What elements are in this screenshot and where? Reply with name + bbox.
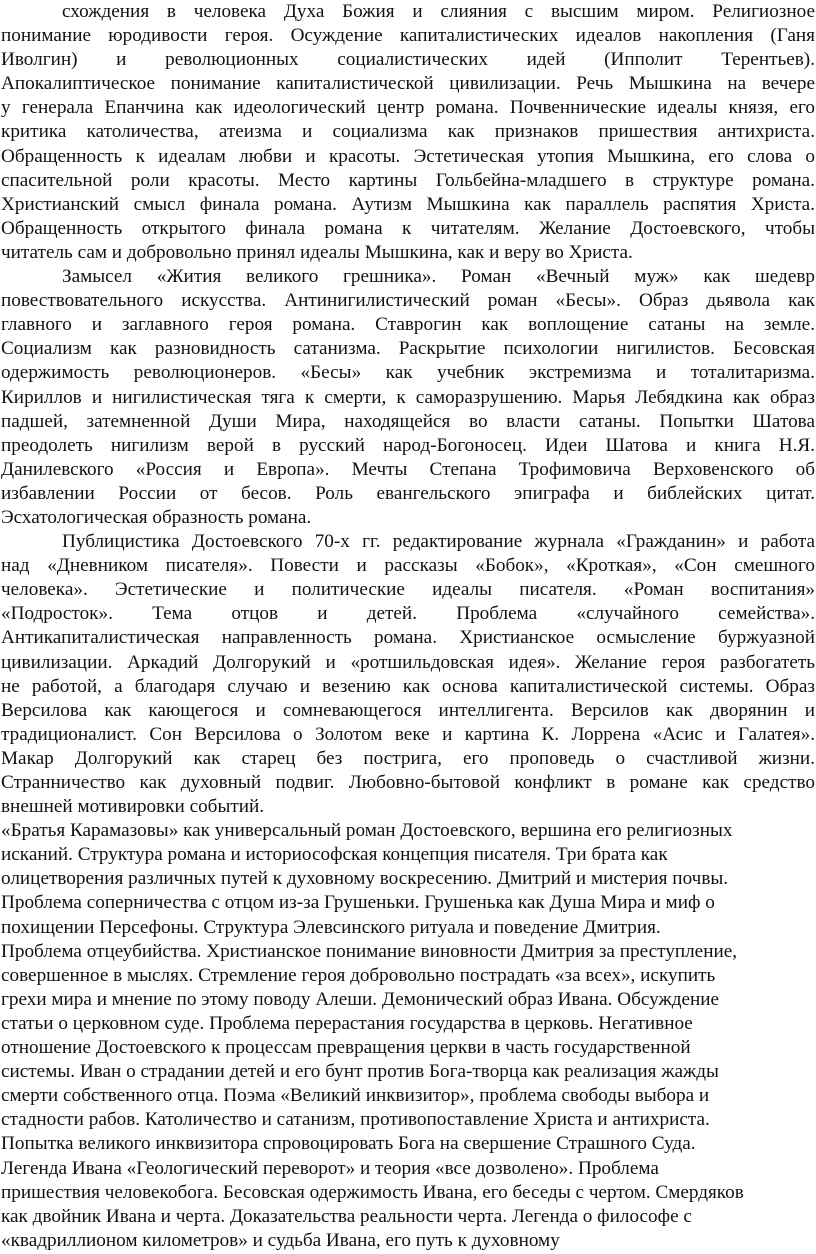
paragraph-p3	[1, 530, 815, 819]
text-line: читатель сам и добровольно принял идеалы Мышкина, как и веру во Христа.	[1, 241, 633, 263]
text-line: не работой, а благодаря случаю и везению как основа капиталистической системы. Образ	[1, 675, 815, 697]
text-line: Апокалиптическое понимание капиталистической цивилизации. Речь Мышкина на вечере	[1, 73, 815, 95]
text-line: «квадриллионом километров» и судьба Ивана, его путь к духовному	[1, 1229, 560, 1251]
text-line: спасительной роли красоты. Место картины Гольбейна-младшего в структуре романа.	[1, 169, 815, 191]
text-line: грехи мира и мнение по этому поводу Алеши. Демонический образ Ивана. Обсуждение	[1, 988, 720, 1010]
text-line: пришествия человекобога. Бесовская одержимость Ивана, его беседы с чертом. Смердяков	[1, 1181, 744, 1203]
text-line: над «Дневником писателя». Повести и рассказы «Бобок», «Кроткая», «Сон смешного	[1, 555, 815, 577]
text-line: преодолеть нигилизм верой в русский народ-Богоносец. Идеи Шатова и книга Н.Я.	[1, 434, 815, 456]
text-line: статьи о церковном суде. Проблема перерастания государства в церковь. Негативное	[1, 1012, 693, 1034]
text-line: цивилизации. Аркадий Долгорукий и «ротшильдовская идея». Желание героя разбогатеть	[1, 651, 815, 673]
text-line: похищении Персефоны. Структура Элевсинского ритуала и поведение Дмитрия.	[1, 916, 661, 938]
text-line: схождения в человека Духа Божия и слияния с высшим миром. Религиозное	[62, 1, 815, 22]
text-line: Замысел «Жития великого грешника». Роман «Вечный муж» как шедевр	[62, 266, 815, 288]
text-line: одержимость революционеров. «Бесы» как учебник экстремизма и тоталитаризма.	[1, 362, 815, 384]
text-line: внешней мотивировки событий.	[1, 796, 265, 818]
text-line: повествовательного искусства. Антинигилистический роман «Бесы». Образ дьявола как	[1, 290, 815, 312]
text-line: как двойник Ивана и черта. Доказательства реальности черта. Легенда о философе с	[1, 1205, 692, 1227]
text-line: стадности рабов. Католичество и сатанизм, противопоставление Христа и антихриста.	[1, 1109, 710, 1131]
text-line: критика католичества, атеизма и социализма как признаков пришествия антихриста.	[1, 121, 815, 143]
text-line: исканий. Структура романа и историософская концепция писателя. Три брата как	[1, 844, 668, 866]
text-line: Макар Долгорукий как старец без пострига, его проповедь о счастливой жизни.	[1, 747, 815, 769]
text-line: Кириллов и нигилистическая тяга к смерти, к саморазрушению. Марья Лебядкина как образ	[1, 386, 815, 408]
text-line: падшей, затемненной Души Мира, находящейся во власти сатаны. Попытки Шатова	[1, 410, 815, 432]
text-line: Эсхатологическая образность романа.	[1, 506, 312, 528]
text-line: олицетворения различных путей к духовному воскресению. Дмитрий и мистерия почвы.	[1, 868, 729, 890]
text-line: Публицистика Достоевского 70-х гг. редактирование журнала «Гражданин» и работа	[62, 531, 815, 553]
text-line: Попытка великого инквизитора спровоцировать Бога на свершение Страшного Суда.	[1, 1133, 696, 1155]
text-line: системы. Иван о страдании детей и его бунт против Бога-творца как реализация жажды	[1, 1061, 719, 1083]
text-line: Антикапиталистическая направленность романа. Христианское осмысление буржуазной	[1, 627, 815, 649]
text-line: «Подросток». Тема отцов и детей. Проблема «случайного семейства».	[1, 603, 815, 625]
text-line: Легенда Ивана «Геологический переворот» и теория «все дозволено». Проблема	[1, 1157, 659, 1179]
text-line: избавлении России от бесов. Роль евангельского эпиграфа и библейских цитат.	[1, 482, 815, 504]
text-line: Христианский смысл финала романа. Аутизм Мышкина как параллель распятия Христа.	[1, 193, 815, 215]
text-line: «Братья Карамазовы» как универсальный роман Достоевского, вершина его религиозных	[1, 820, 733, 842]
text-line: Социализм как разновидность сатанизма. Раскрытие психологии нигилистов. Бесовская	[1, 338, 815, 360]
text-line: совершенное в мыслях. Стремление героя добровольно пострадать «за всех», искупить	[1, 964, 716, 986]
text-line: человека». Эстетические и политические идеалы писателя. «Роман воспитания»	[1, 579, 815, 601]
text-line: главного и заглавного героя романа. Ставрогин как воплощение сатаны на земле.	[1, 314, 815, 336]
text-line: отношение Достоевского к процессам превращения церкви в часть государственной	[1, 1037, 691, 1059]
text-line: Иволгин) и революционных социалистических идей (Ипполит Терентьев).	[1, 49, 815, 71]
text-line: смерти собственного отца. Поэма «Великий инквизитор», проблема свободы выбора и	[1, 1085, 710, 1107]
text-line: у генерала Епанчина как идеологический центр романа. Почвеннические идеалы князя, его	[1, 97, 815, 119]
paragraph-p2	[1, 265, 815, 530]
text-line: Проблема отцеубийства. Христианское понимание виновности Дмитрия за преступление,	[1, 940, 738, 962]
text-line: Проблема соперничества с отцом из-за Грушеньки. Грушенька как Душа Мира и миф о	[1, 892, 715, 914]
paragraph-p4	[1, 819, 815, 1253]
text-line: Данилевского «Россия и Европа». Мечты Степана Трофимовича Верховенского об	[1, 458, 815, 480]
text-line: Версилова как кающегося и сомневающегося интеллигента. Версилов как дворянин и	[1, 699, 815, 721]
text-line: традиционалист. Сон Версилова о Золотом веке и картина К. Лоррена «Асис и Галатея».	[1, 723, 815, 745]
text-line: Обращенность к идеалам любви и красоты. Эстетическая утопия Мышкина, его слова о	[1, 145, 815, 167]
text-line: Странничество как духовный подвиг. Любовно-бытовой конфликт в романе как средство	[1, 772, 815, 793]
paragraph-p1	[1, 0, 815, 265]
text-line: Обращенность открытого финала романа к читателям. Желание Достоевского, чтобы	[1, 217, 815, 239]
text-line: понимание юродивости героя. Осуждение капиталистических идеалов накопления (Ганя	[1, 25, 815, 47]
